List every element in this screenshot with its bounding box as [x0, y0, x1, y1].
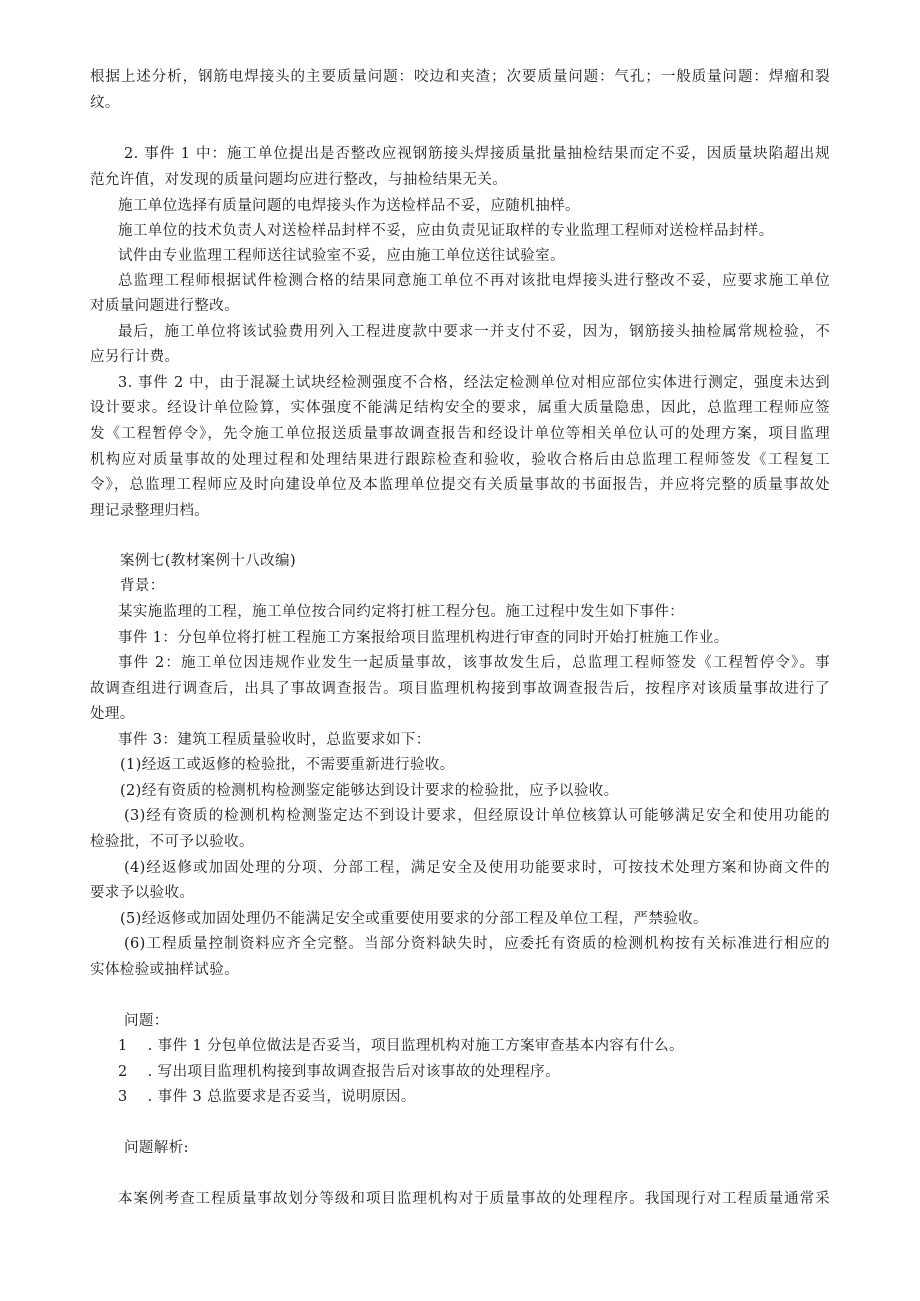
text-line: 设计要求。经设计单位险算，实体强度不能满足结构安全的要求，属重大质量隐患，因此，总监理工程师应签 [90, 400, 830, 416]
text-line: 机构应对质量事故的处理过程和处理结果进行跟踪检查和验收，验收合格后由总监理工程师签发《工程复工 [90, 452, 830, 468]
section-heading: 问题： [124, 1013, 169, 1029]
text-line: 事件 1：分包单位将打桩工程施工方案报给项目监理机构进行审查的同时开始打桩施工作业。 [118, 630, 729, 646]
section-heading: 背景： [120, 578, 165, 594]
text-line: 试件由专业监理工程师送往试验室不妥，应由施工单位送往试验室。 [118, 248, 565, 264]
text-line: 某实施监理的工程，施工单位按合同约定将打桩工程分包。施工过程中发生如下事件： [118, 604, 685, 620]
text-line: 本案例考查工程质量事故划分等级和项目监理机构对于质量事故的处理程序。我国现行对工程质量通常采 [118, 1191, 830, 1207]
list-item: (5)经返修或加固处理仍不能满足安全或重要使用要求的分部工程及单位工程，严禁验收。 [120, 911, 708, 927]
text-line: 应另行计费。 [90, 349, 180, 365]
list-item: (1)经返工或返修的检验批，不需要重新进行验收。 [120, 757, 455, 773]
text-line: 施工单位的技术负责人对送检样品封样不妥，应由负责见证取样的专业监理工程师对送检样品封样。 [118, 223, 774, 239]
text-line: 令》，总监理工程师应及时向建设单位及本监理单位提交有关质量事故的书面报告，并应将完整的质量事故处 [90, 477, 830, 493]
list-item: (6)工程质量控制资料应齐全完整。当部分资料缺失时，应委托有资质的检测机构按有关标准进行相应的 [124, 936, 830, 952]
list-item: (3)经有资质的检测机构检测鉴定达不到设计要求，但经原设计单位核算认可能够满足安全和使用功能的 [124, 808, 830, 824]
text-line: 处理。 [90, 706, 135, 722]
text-line: 对质量问题进行整改。 [90, 298, 239, 314]
text-line: 发《工程暂停令》，先令施工单位报送质量事故调查报告和经设计单位等相关单位认可的处理方案，项目监理 [90, 426, 830, 442]
question-item: 3 . 事件 3 总监要求是否妥当，说明原因。 [118, 1089, 416, 1105]
question-item: 2 . 写出项目监理机构接到事故调查报告后对该事故的处理程序。 [118, 1064, 560, 1080]
text-line: 2. 事件 1 中：施工单位提出是否整改应视钢筋接头焊接质量批量抽检结果而定不妥，因质量块陷超出规 [124, 146, 830, 162]
text-line: 故调查组进行调查后，出具了事故调查报告。项目监理机构接到事故调查报告后，按程序对该质量事故进行了 [90, 681, 830, 697]
text-line: 3. 事件 2 中，由于混凝土试块经检测强度不合格，经法定检测单位对相应部位实体进行测定，强度未达到 [118, 375, 830, 391]
case-title: 案例七(教材案例十八改编) [120, 553, 297, 569]
text-line: 检验批，不可予以验收。 [90, 834, 254, 850]
text-line: 范允许值，对发现的质量问题均应进行整改，与抽检结果无关。 [90, 172, 508, 188]
question-item: 1 . 事件 1 分包单位做法是否妥当，项目监理机构对施工方案审查基本内容有什么。 [118, 1038, 684, 1054]
text-line: 事件 3：建筑工程质量验收时，总监要求如下： [118, 732, 431, 748]
text-line: 根据上述分析，钢筋电焊接头的主要质量问题：咬边和夹渣；次要质量问题：气孔；一般质量问题：焊瘤和裂 [90, 69, 830, 85]
list-item: (4)经返修或加固处理的分项、分部工程，满足安全及使用功能要求时，可按技术处理方案和协商文件的 [124, 860, 830, 876]
text-line: 最后，施工单位将该试验费用列入工程进度款中要求一并支付不妥，因为，钢筋接头抽检属常规检验，不 [118, 324, 830, 340]
text-line: 要求予以验收。 [90, 885, 195, 901]
text-line: 事件 2：施工单位因违规作业发生一起质量事故，该事故发生后，总监理工程师签发《工程暂停令》。事 [118, 655, 830, 671]
text-line: 总监理工程师根据试件检测合格的结果同意施工单位不再对该批电焊接头进行整改不妥，应要求施工单位 [118, 273, 830, 289]
text-line: 纹。 [90, 95, 120, 111]
text-line: 施工单位选择有质量问题的电焊接头作为送检样品不妥，应随机抽样。 [118, 198, 580, 214]
text-line: 实体检验或抽样试验。 [90, 962, 239, 978]
text-line: 理记录整理归档。 [90, 503, 210, 519]
section-heading: 问题解析: [124, 1140, 189, 1156]
list-item: (2)经有资质的检测机构检测鉴定能够达到设计要求的检验批，应予以验收。 [120, 783, 619, 799]
